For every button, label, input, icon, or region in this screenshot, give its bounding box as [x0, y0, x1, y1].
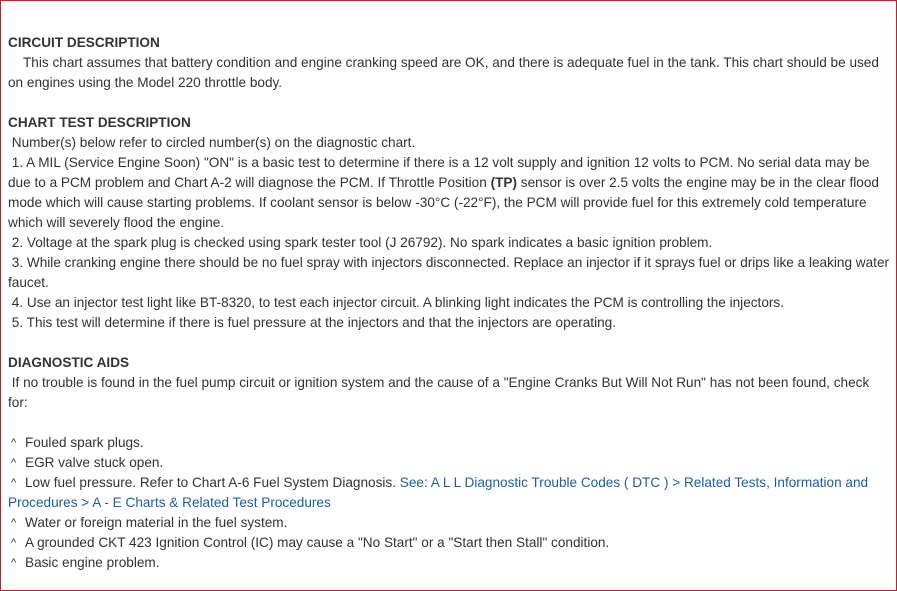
diagnostic-aids-intro-text: If no trouble is found in the fuel pump circuit or ignition system and the cause of a "Engine Cranks But Will Not Run" has not been found, check for: — [8, 375, 870, 410]
chart-test-item-1 — [8, 153, 892, 233]
document-content — [8, 33, 892, 573]
caret-icon: ^ — [11, 537, 17, 549]
chart-test-item-4 — [8, 293, 892, 313]
list-item — [8, 513, 892, 533]
caret-icon: ^ — [11, 557, 17, 569]
list-item-text: A grounded CKT 423 Ignition Control (IC) may cause a "No Start" or a "Start then Stall" condition. — [25, 535, 610, 550]
dtc-procedures-link[interactable]: See: A L L Diagnostic Trouble Codes ( DTC ) > Related Tests, Information and Procedures > A - E Charts & Related Test Procedures — [8, 475, 869, 510]
circuit-description-heading: CIRCUIT DESCRIPTION — [8, 35, 160, 50]
chart-test-intro — [8, 133, 892, 153]
circuit-description-body: This chart assumes that battery condition and engine cranking speed are OK, and there is adequate fuel in the tank. This chart should be used on engines using the Model 220 throttle body. — [8, 55, 879, 90]
caret-icon: ^ — [11, 457, 17, 469]
chart-test-item-2-text: 2. Voltage at the spark plug is checked using spark tester tool (J 26792). No spark indicates a basic ignition problem. — [11, 235, 713, 250]
list-item-text: Low fuel pressure. Refer to Chart A-6 Fuel System Diagnosis. — [25, 475, 400, 490]
throttle-position-abbrev: (TP) — [490, 175, 518, 190]
list-item — [8, 453, 892, 473]
caret-icon: ^ — [11, 437, 17, 449]
chart-test-item-1-post: sensor is over 2.5 volts the engine may be in the clear flood mode which will cause starting problems. If coolant sensor is below -30°C (-22°F), the PCM will provide fuel for this extremely cold temperature which will severely flood the engine. — [8, 175, 879, 230]
chart-test-item-2 — [8, 233, 892, 253]
caret-icon: ^ — [11, 477, 17, 489]
chart-test-intro-text: Number(s) below refer to circled number(s) on the diagnostic chart. — [11, 135, 416, 150]
list-item-text: Fouled spark plugs. — [25, 435, 144, 450]
list-item — [8, 533, 892, 553]
caret-icon: ^ — [11, 517, 17, 529]
chart-test-item-3 — [8, 253, 892, 293]
list-item-text: EGR valve stuck open. — [25, 455, 164, 470]
chart-test-item-1-pre: 1. A MIL (Service Engine Soon) "ON" is a basic test to determine if there is a 12 volt supply and ignition 12 volts to PCM. No serial data may be due to a PCM problem and Chart A-2 will diagnose the PCM. If Throttle Position — [8, 155, 870, 190]
chart-test-description-heading: CHART TEST DESCRIPTION — [8, 115, 191, 130]
circuit-description-text — [8, 53, 892, 93]
chart-test-item-3-text: 3. While cranking engine there should be no fuel spray with injectors disconnected. Replace an injector if it sprays fuel or drips like a leaking water faucet. — [8, 255, 890, 290]
list-item — [8, 433, 892, 453]
chart-test-item-4-text: 4. Use an injector test light like BT-8320, to test each injector circuit. A blinking light indicates the PCM is controlling the injectors. — [11, 295, 784, 310]
list-item-text: Basic engine problem. — [25, 555, 160, 570]
list-item — [8, 473, 892, 513]
diagnostic-aids-heading: DIAGNOSTIC AIDS — [8, 355, 130, 370]
diagnostic-aids-intro — [8, 373, 892, 413]
list-item-text: Water or foreign material in the fuel system. — [25, 515, 288, 530]
list-item — [8, 553, 892, 573]
chart-test-item-5-text: 5. This test will determine if there is fuel pressure at the injectors and that the injectors are operating. — [11, 315, 617, 330]
chart-test-item-5 — [8, 313, 892, 333]
